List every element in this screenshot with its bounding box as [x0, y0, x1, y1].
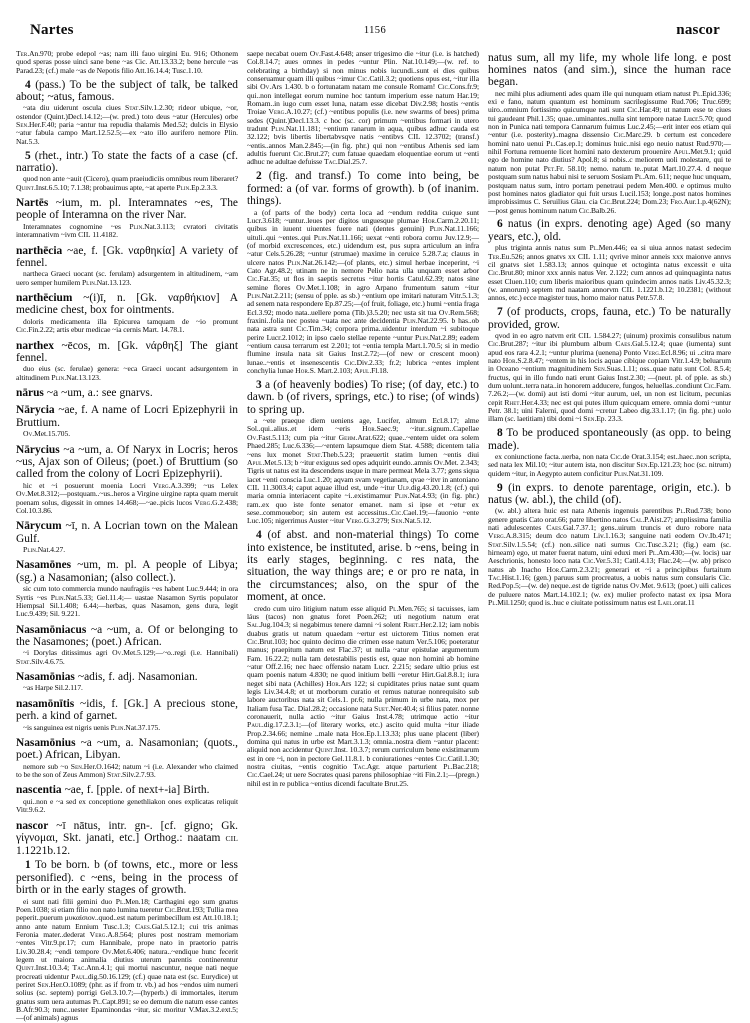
page-number: 1156	[363, 25, 387, 36]
entry-body: ~a ~um, a. Nasamonian; (quots., poet.) African, Libyan.	[16, 736, 238, 762]
dictionary-entry	[16, 784, 238, 796]
sense-definition: 4 (of abst. and non-material things) To come into existence, be instituted, arise. b ~ens, being in its early stages, beginning. c res nata, the situation, the way things are; e or pro re nata, in the circumstances; also, on the spur of the moment, at once.	[247, 529, 479, 604]
column-2	[247, 50, 479, 965]
headword: Nasamōniacus	[16, 623, 87, 636]
sense-definition: 9 (in exprs. to denote parentage, origin, etc.). b natus (w. abl.), the child (of).	[488, 481, 731, 506]
headword: narthex	[16, 339, 54, 352]
sense-definition: 3 a (of heavenly bodies) To rise; (of day, etc.) to dawn. b (of rivers, springs, etc.) to rise; (of winds) to spring up.	[247, 378, 479, 416]
citation-block: qui..non e ~a sed ex conceptione genethliakon ones explicatas reliquit Vitr.9.6.2.	[16, 796, 238, 815]
headword: Nārycia	[16, 404, 55, 417]
dictionary-entry	[16, 698, 238, 723]
citation-block: sic cum toto commercia mundo naufragiis ~es habent Luc.9.444; in ora Syrtis ~es Plin.Nat.5.33; Gel.11.4;— uastae Nasamon Syrtis populator Hiempsal Sil.1.408; 6.44;—herbas, quas Nasamon, gens dura, legit Luc.9.439; Sil. 9.221.	[16, 584, 239, 619]
sense-definition: 6 natus (in exprs. denoting age) Aged (so many years, etc.), old.	[488, 218, 731, 243]
sense-definition: 8 To be produced spontaneously (as opp. to being made).	[488, 427, 731, 452]
citation-block: ~i Dorylas ditissimus agri Ov.Met.5.129;—~o..regi (i.e. Hannibali) Stat.Silv.4.6.75.	[16, 648, 238, 666]
dictionary-entry	[16, 444, 238, 481]
entry-body: ~ae, f. [Gk. ναρθηκία] A variety of fennel.	[16, 244, 238, 269]
dictionary-entry	[16, 520, 238, 545]
citation-block: a ~ete praeque diem ueniens age, Lucifer, almum Ecl.8.17; alme Sol..qui..alius..et idem ~eris Hor.Saec.9; ~itur..signum..Capellae Ov.Fast.5.113; cum pia ~itur Geим.Arat.622; quae..~entem uidet ora solem Phaed.285; Luc.6.336;—~entem lapsumque diem Stat. 4.588; dicentem talia ~ens lux monet Stat.Theb.5.23; praeuertit statim lumen ~entis diui Apul.Met.5.13; b ~itur exiguus sed opes adquirit eundo..amnis Ov.Met. 2.343; Tigris ut natus est ita descendens usque in mare permeat Mela 3.77; gens siqua iacet ~enti conscia Luc.1.20; aqvam svam vegetianam, qvae ~itvr in antoniano CIL 11.3003.4; caput aquae illud est, unde ~itur Ulp.dig.43.20.1.8; (cf.) qui maria omnia interiacent capite ~i..existimamur Plin.Nat.4.93; (in fig. phr.) ram..ex quo iste fonte senator emanet. nam si ipse et ~etur ex sese..commouebor; sin autem est accessitus..Cic.Cael.19;—fauonio ~ente Luc.105; nigerrimus Auster ~itur Verg.G.3.279; Sen.Nat.5.12.	[247, 416, 480, 526]
entry-body: ~a ~um, a. Of Naryx in Locris; heros ~us, Ajax son of Oileus; (poet.) of Bruttium (so called from the colony of Locri Epizephyrii).	[16, 443, 238, 481]
citation-block: credo cum uiro litigium natum esse aliquid Pl.Men.765; si tacuisses, iam láus (tacos) non gnatus foret Poen.262; uti negotium natum erat Sal.Jug.104.3; si negabimus tenere damni ~i solent Rhet.Her.2.12; iam nobis duabus gratis ut natum quaedam ~ertur est uictorem Titius nomen erat Cic.Brut.103; hoc quinto decimo die crimen esse natum Ver.5.106; poeteratur manus; praepitum natum est Flac.37; ut nulla ~atur epistulae argumentum Fam. 16.22.2; nulla tam detestabilis pestis est, quae non homini ab homine ~atur Off.2.16; nec haec offensio natam Lucr. 2.215; sedare ultio prius est quam poenis natum 4.830; ne quod initium belli ~eretur Hirt.Gal.8.8.1; iura neget sibi nata (Achilles) Hor.Ars 122; si cupiditates prius natae sunt quam legis Liv.34.4.8; et ut morborum curatio et remus naturae nonrequisito sub labore auctoribus nata sit Cels.1. pr.6; nulla primum in urbe nata, mox per Italiam fusa Tac. Dial.28.2; occasione nata Suet.Ner.40.4; si filius pater. nonne coronauerit, nulla actio ~itur Gaius Inst.4.78; utrimque actio ~itur Paul.dig.17.2.3.1;—(of literary works, etc.) ascito quid multa ~itur iliade Prop.2.34.66; nemine ..male nata Hor.Ep.1.13.33; plus uane placent (liber) domina qui natus in urbe est Mart.3.1.3; omnia..nostra diem ~antur placent: aliquid non accidentur Quint.Inst. 10.3.7; rerum curriculum bene existimarum est in ore ~i, non in pectore Gel.11.8.1. b coniurationes ~entes Cic.Catil.1.30; nostra ciuitas, ~entis cognitio Tac.Agr. atque parturient Pl.Bac.218; Cic.Cael.24; ut uere Socrates quasi parens philosophiae ~iti Fin.2.1;—(pregn.) nihil est in re publica ~entius dicendi facultate Brut.25.	[247, 603, 480, 788]
entry-body: ~ī, n. A Locrian town on the Malean Gulf.	[16, 520, 238, 545]
column-3	[488, 50, 731, 965]
entry-body: ~um, m. pl. A people of Libya; (sg.) a Nasamonian; (also collect.).	[16, 559, 238, 584]
citation-block: doloris medicamenta illa Epicurea tamquam de ~io promunt Cic.Fin.2.22; artis ebur medicae ~ia cernis Mart. 14.78.1.	[16, 316, 238, 335]
headword: narthēcium	[16, 292, 73, 305]
dictionary-entry	[16, 292, 238, 317]
entry-body: ~idis, f. [Gk.] A precious stone, perh. a kind of garnet.	[16, 697, 238, 723]
citation-block: ~as Harpe Sil.2.117.	[23, 683, 83, 693]
citation-block: nemore sub ~o Sen.Her.O.1642; natum ~i (i.e. Alexander who claimed to be the son of Zeus Ammon) Stat.Silv.2.7.93.	[16, 761, 238, 780]
dictionary-entry	[16, 340, 238, 365]
headword: nasamōnītis	[16, 697, 75, 710]
citation-block: plus triginta annis natus sum Pl.Men.446; ea si uiua annos natast sedecim Ter.Eu.526; annos gnatvs xx CIL 1.11; qvrive minor anneis xxx maionve annvs cil gnatvs siet 1.583.13; annos quinque et octoginta natus excessit e uita Cic.Brut.80; minor xxx annis natus Ver. 2.122; cum annos ad quinquaginta natus esset Cluen.110; cum liberis maioribus quam quindecim annos natis Liv.45.32.3; (w. annorum) septem md naatam annorvm CIL 1.1221.b.12; 10.2381; (without annos, etc.) ecce magister tuus, homo maior natus Petr.57.8.	[488, 243, 731, 303]
entry-body: ~adis, f. adj. Nasamonian.	[74, 671, 198, 684]
citation-block: Plin.Nat.4.27.	[23, 545, 66, 555]
dictionary-entry	[16, 387, 238, 399]
entry-body: ~ae, f. [pple. of next+-ia] Birth.	[61, 784, 210, 797]
headword: Nārycum	[16, 520, 62, 533]
entry-body: ~ae, f. A name of Locri Epizephyrii in Bruttium.	[16, 404, 238, 429]
headword: Nārycius	[16, 443, 60, 456]
citation-block: ei sunt nati filii gemini duo Pl.Men.18; Carthagini ego sum gnatus Poen.1038; si etiam filio non nato lumina tueretur Cic.Brut.193; Tullia mea peperit..puerum μυκαίσιον..quod..est natum perimbecillum est Att.10.18.1; anno ante natum Ennium Tusc.1.3; Caes.Gal.5.12.1; cui tris animas Feronia mater..dederat Verg.A.8.564; plures post nostram memoriam ~entes Vitr.9.pr.17; cum Hannibale, prope nato in praetorio patris Liv.30.28.4; ~endi tempore Ov.Met.6.406; natura..~endique hunc fecerit legem ut maiora animalia diutius uterum parentis continerentur Quint.Inst.10.3.4; Tac.Ann.4.1; qui mortui nascuntur, neque nati neque procreati uidentur Paul.dig.50.16.129; (cf.) quae nata est (sc. Eurydice) ut periret Sen.Her.O.1089; (phr. as if from tr. vb.) ad hos ~endos uim numeri solius (sc. septem) porrigi Gel.3.10.7;—(hyperb.) di immortales, iterum gnatus sum uera autumas Pl.Capt.891; se eo demum die natum esse cantes B.Afr.90.3; nunc..uester Epaminondas ~itur, sic moritur V.Max.3.2.ext.5;—(of animals) agnus	[16, 896, 238, 1023]
citation-block: quod non ante ~auit (Cicero), quam praeiudiciis omnibus reum liberaret? Quint.Inst.6.5.10; 7.1.38; probauimus apte, ~at aperte Plin.Ep.2.3.3.	[16, 174, 238, 192]
entry-body: ~ēcos, m. [Gk. νάρθηξ] The giant fennel.	[16, 339, 238, 364]
sense-definition: 2 (fig. and transf.) To come into being, be formed: a (of var. forms of growth). b (of inanim. things).	[247, 170, 479, 208]
headword: Nartēs	[16, 197, 49, 210]
sense-definition: 1 To be born. b (of towns, etc., more or less personified). c ~ens, being in the process of birth or in the early stages of growth.	[16, 859, 238, 897]
citation-block: ~ata diu uiderunt oscula ciues Stat.Silv.1.2.30; rideor ubique, ~or, ostendor (Quint.)Decl.14.12;—(w. pred.) toto deus ~atur (Hercules) orbe Sen.Her.F.40; paria ~antur tua repudia thalamis Med.52; dulcis in Elysio ~atur fabula campo Mart.12.52.5;—ex ~ato illo aurifero nemore Plin. Nat.5.3.	[16, 103, 239, 146]
citation-block: Ov.Met.15.705.	[23, 429, 71, 439]
headword: Nasamōnius	[16, 736, 76, 749]
headword: nascor	[16, 819, 49, 832]
headword: Nasamōnias	[16, 671, 75, 684]
column-1	[16, 49, 239, 1023]
sense-definition: 5 (rhet., intr.) To state the facts of a case (cf. narratio).	[16, 149, 238, 174]
headword: narthēcia	[16, 244, 63, 257]
running-head	[16, 22, 734, 44]
citation-block: nec mihi plus adiumenti ades quam ille qui nunquam etiam natust Pl.Epid.336; exi e fano, natum quantum est hominum sacrilegissume Rud.706; Truc.699; uiro..omnium fortissimo quicumque nati sunt Cic.Har.49; ut natum esse te ciues tui gaudeant Phil.1.35; quae..uminantes..nulla sint tempore natae Lucr.5.70; quod non in Punica nati tempora Cannarum fuimus Luc.2.45;—erit inter eos etiam qui ~entur (i.e. posterity)..magna dissensio Cic.Marc.29. b certum est concedere homini nato uenui Pl.Cas.ep.1; dominus huic..nisi ego neuio natust Rud.970;—nihil Fortuna remuente licet homini nato dexterum prouenire Apul.Met.9.1; quid ego de homine nato diutius? Apol.8; si nobis..c meliorem uoli molestare, qui te natum non putat Pет.Fr. 58.10; nemo. natum te..putat Mart.10.27.4. d neque postquam sum natus habui nisi te seruom Sosiam Pl.Am. 611; neque huc unquam, postquam natus sum, intro portam penetraui pedem Men.400. e optimus multo post homines natos gladiator qui fuit ursus Lucil.153; longe..post natos homines improbissimus C. Seruilius Glau. cia Cic.Brut.224; Dom.23; Fro.Aur.1.p.4(62N);—post genus hominum natum Cic.Balb.26.	[488, 88, 732, 215]
headword: Nasamōnes	[16, 559, 72, 572]
citation-block: narthecа Graeci uocant (sc. ferulam) adsurgentem in altitudinem, ~am uero semper humilem Plin.Nat.13.123.	[16, 269, 238, 287]
running-head-left: Nartes	[30, 22, 74, 38]
dictionary-entry	[16, 197, 238, 222]
citation-block: ~is sanguinea est nigris uenis Plin.Nat.37.175.	[23, 722, 161, 732]
citation-block: hic et ~i posuerunt moenia Locri Verg.A.3.399; ~us Lelex Ov.Met.8.312;—postquam..~us..heros a Virgine uirgine rapta quam meruit poenam solus, digessit in omnes 14.468;—~ae..picis lucos Verg.G.2.438; Col.10.3.86.	[16, 480, 238, 515]
running-head-right: nascor	[676, 22, 720, 38]
sense-definition: 7 (of products, crops, fauna, etc.) To be naturally provided, grow.	[488, 306, 731, 331]
citation-block: a (of parts of the body) certa loca ad ~endum reddita cuique sunt Lucr.3.618; ~untur..leues per digitos unguesque plumae Hor.Carm.2.20.11; quibus in iuuent uiuentes fuere nati (dentes genuini) Plin.Nat.11.166; uituli..qui ~entes..qui Plin.Nat.11.166; uexat ~enti robora cornu Juv.12.9;—(of morbid excrescences, etc.) uidendum est, pus supra articulum an infra ~atur Cels.5.26.28; ~untur (strumae) maxime in ceruice 5.28.7.a; clauus in ulcere natos Plin.Nat.26.142;—(of plants, etc.) simul herbae inceperint, ~i Cato Agr.48.2; utinam ne in nemore Pelio nata ulla unquam esset arbor Cic.Fat.35; ut flos in saeptis secretus ~itur hortis Catul.62.39; natos sine semine flores Ov.Met.1.108; in agro Arpano frumentum satum ~itur Plin.Nat.2.211; (sensu of pple. as sb.) ~entium ope imitari naturam Vitr.5.1.3; ad senem nata respondere Ep.87.25;—(of fruit, foliage, etc.) humi ~entia fraga Ecl.3.92; modo nata..uellere poma (Tib.)3.5.20; nec usta sit tua Ov.Rem.568; fraxini..folia nec postea ~uata nec ante decidentia Plin.Nat.22.95. b has..ob nata astra sunt Cic.Tim.34; corpora prima..uidentur interdum ~i subitoque perire Lucr.2.1012; in ipso caelo stellae repente ~untur Plin.Nat.2.89; eadem ~entium causa terrarum est 2.201; tot ~entia templa Mart.1.70.5; si in medio flumine insula nata sit Gaius Inst.2.72;—(of new or crescent moon) lunae..~entis et insenescentis Cic.Div.2.33; fr.2; lubrica ~entes implent conchylia lunae Hor.S. Mart.2.103; Apul.Fl.18.	[247, 207, 480, 376]
entry-body: ~(i)ī, n. [Gk. ναρθήκιον] A medicine chest, box for ointments.	[16, 292, 238, 317]
dictionary-entry	[16, 245, 238, 270]
column-container	[16, 49, 734, 1023]
dictionary-entry	[16, 671, 238, 683]
dictionary-entry	[16, 559, 238, 584]
headword: nascentia	[16, 784, 62, 797]
citation-block: Ter.An.970; probe edepol ~as; nam illi fauo uirgini Eu. 916; Othonem quod speras posse uinci sane bene ~as Cic. Att.13.33.2; bene hercule ~as Parad.23; (cf.) male ~as de Nepotis filio Att.16.14.4; Tusc.1.10.	[16, 49, 238, 75]
headword: nārus	[16, 387, 44, 400]
sense-definition: natus sum, all my life, my whole life long. e post homines natos (and sim.), since the human race began.	[488, 51, 731, 89]
citation-block: (w. abl.) altera huic est nata Athenis ingenuis parentibus Pl.Rud.738; bono genere gnatis Cato orat.66; patre libertino natos Cal.P.Aist.27; amplissima familia nati adulescentes Caes.Gal.7.37.1; gens..uirum truncis et duro robore nata Verg.A.8.315; deum dco natum Liv.1.16.3; sanguine nati eodem Ov.Ib.471; Stat.Silv.1.5.54; (cf.) non..silice nati sumus Cic.Tusc.3.21; (fig.) eam (sc. hirneam) ego, ut mater fuerat natum, uini eduxi meri Pl.Am.430;—(w. locis) uar Aeschrionis, honesto loco nata Cic.Ver.5.31; Catil.4.13; Flac.24;—(w. ab) prisco natus ab Inacho Hor.Carm.2.3.21; generari et ~i a principibus furtaitum Tac.Hist.1.16; (gen.) paruus sum procreatus, a uobis natus sum consularis Cic. Red.Pop.5;—(w. de) neque..est de tigride natus Ov.Met. 9.613; (poet.) uili calices de puluere natos Mart.14.102.1; (w. ex) mulier profecto natast ex ipsa Mora Pl.Mil.1250; quod is..huc e ciuitate potissimum natus est Lael.orat.11	[488, 506, 732, 608]
dictionary-entry	[16, 624, 238, 649]
citation-block: duo eius (sc. ferulae) genera: ~eca Graeci uocant adsurgentem in altitudinem Plin.Nat.13.123.	[16, 364, 238, 382]
dictionary-entry	[16, 737, 238, 762]
entry-body: ~ī nātus, intr. gn-. [cf. gigno; Gk. γίγνομαι, Skt. janati, etc.] Orthog.: naatam CIL 1.1221b.12.	[16, 819, 238, 858]
dictionary-entry	[16, 820, 238, 858]
citation-block: Interamnates cognomine ~es Plin.Nat.3.113; cvratori civitatis interamnativm ~ivm CIL 11.4182.	[16, 221, 238, 240]
entry-body: ~a ~um, a.: see gnarvs.	[43, 387, 153, 400]
citation-block: qvod in eo agro natvm erit CIL 1.584.27; (uinum) proximis consulibus natum Cic.Brut.287; ~itur ibi plumbum album Caes.Gal.5.12.4; quae (iumenta) sunt apud eos rara 4.2.1; ~untur plurima (uenena) Ponto Verg.Ecl.8.96; ui ..citra mare nato Hor.S.2.8.47; ~entem in his locis aquae cibique copiam Vitr.1.4.9; beluarum in Oceano ~entium magnitudinem Sen.Suas.1.11; oss..quae natu sunt Col. 8.5.4; fructus, qui in illo fundo nati erunt Gaius Inst.2.30; —(neut. pl. of pple. as sb.) dum uolunt..terra nata..in honorem adducere, fungos, heluellas..condiunt Cic.Fam. 7.26.2;—(w. domi) aut isti domi ~itur aurum, uel, un non est licitum, pecunias cepit Rhet.Her.4.33; nec est qui putes illum quicquam emere. omnia domi ~untur Petr. 38.1; uini Falerni, quod domi ~cretur Labeo dig.33.1.17; (in fig. phr.) uolo illam (sc. laetitiam) tibi domi ~i Sen.Ep. 23.3.	[488, 330, 732, 424]
entry-body: ~a ~um, a. Of or belonging to the Nasamones; (poet.) African.	[16, 623, 238, 648]
citation-block: saepe necabat ouem Ov.Fast.4.648; anser trigesimo die ~itur (i.e. is hatched) Col.8.14.7; aues omnes in pedes ~untur Plin. Nat.10.149;—(w. ref. to celebrating a birthday) si non minus nobis iucundi..sunt ei dies quibus conseruamur quam illi quibus ~imur Cic.Catil.3.2; quotiens opus est, ~itur illa sibi Ov.Ars 1.430. b o fortunatam natam me consule Romam! Cic.Cons.fr.9; qui..non intellegat eorum numine hoc tantum imperium esse natum Har.19; Romam..in iugo cum esset luna, natam esse dicebat Div.2.98; hostis ~entis Troiae Verg.A.10.27; (cf.) ~entibus populis (i.e. new swarms of bees) prima sedes (Quint.)Decl.13.3. c hoc (sc. cor) primum ~entibus formari in utero tradunt Plin.Nat.11.181; ~entium ranarum in aqua, quibus adhuc cauda est 32.122; bvis libertis libertabvsqve natis ~entibvs CIL 12.3702; (transf.) ~entis..annos Man.2.845;—(in fig. phr.) qui non ~entibus Athenis sed iam adultis fuerunt Cic.Brut.27; cum fatuae quaedam eloquentiae eorum ut ~enti adhuc ne adultae defuisse Tac.Dial.25.7.	[247, 49, 480, 167]
citation-block: ex coniunctione facta..uerba, non nata Cic.de Orat.3.154; est..haec..non scripta, sed nata lex Mil.10; ~itur autem ista, non discitur Sen.Ep.121.23; hoc (sc. nitrum) quidem ~itur, in Aegypto autem conficitur Plin.Nat.31.109.	[488, 452, 731, 478]
dictionary-entry	[16, 404, 238, 429]
sense-definition: 4 (pass.) To be the subject of talk, be talked about; ~atus, famous.	[16, 78, 238, 103]
entry-body: ~ium, m. pl. Interamnates ~es, The people of Interamna on the river Nar.	[16, 197, 238, 222]
